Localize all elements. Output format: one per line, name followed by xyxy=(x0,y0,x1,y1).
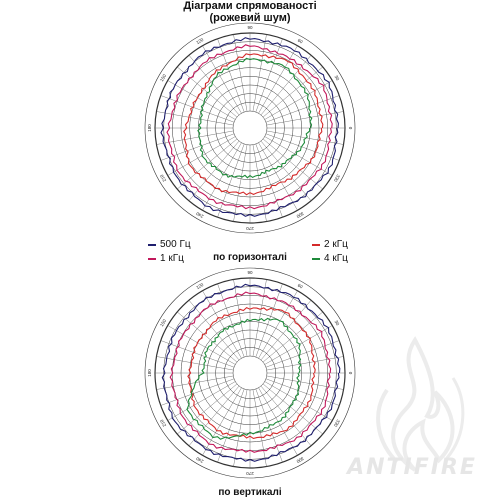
legend-swatch-500hz xyxy=(148,244,156,246)
angle-tick-label: 330 xyxy=(332,418,341,428)
grid-spoke xyxy=(177,384,237,434)
grid-spoke xyxy=(156,357,233,371)
grid-ring xyxy=(233,356,267,390)
caption-horizontal: по горизонталі xyxy=(213,252,287,263)
legend-label: 2 кГц xyxy=(324,239,348,250)
angle-tick-label: 180 xyxy=(147,124,153,132)
legend-label: 500 Гц xyxy=(160,239,191,250)
angle-tick-label: 300 xyxy=(295,210,305,219)
grid-spoke xyxy=(177,312,237,362)
grid-spoke xyxy=(168,326,236,365)
legend-swatch-2khz xyxy=(312,244,320,246)
angle-tick-label: 0 xyxy=(347,126,353,130)
angle-tick-label: 30 xyxy=(333,74,341,82)
chart-title: Діаграми спрямованості xyxy=(183,0,317,12)
legend-item-2khz xyxy=(312,239,348,250)
angle-tick-label: 240 xyxy=(195,455,205,464)
angle-tick-label: 90 xyxy=(247,25,253,31)
legend-item-500hz xyxy=(148,239,191,250)
caption-vertical: по вертикалі xyxy=(218,487,282,498)
angle-tick-label: 240 xyxy=(195,210,205,219)
angle-tick-label: 30 xyxy=(333,319,341,327)
angle-tick-label: 0 xyxy=(347,371,353,375)
angle-tick-label: 60 xyxy=(296,37,304,45)
angle-tick-label: 90 xyxy=(247,270,253,276)
grid-spoke xyxy=(266,341,339,368)
grid-spoke xyxy=(267,376,344,390)
angle-tick-label: 120 xyxy=(195,37,205,46)
angle-tick-label: 270 xyxy=(246,225,254,231)
series-line-1-кГц xyxy=(170,292,330,452)
antifire-watermark: ANTIFIRE xyxy=(347,455,477,480)
angle-tick-label: 210 xyxy=(159,173,168,183)
angle-tick-label: 330 xyxy=(332,173,341,183)
angle-tick-label: 300 xyxy=(295,455,305,464)
legend-label: 4 кГц xyxy=(324,253,348,264)
angle-tick-label: 180 xyxy=(147,369,153,377)
angle-tick-label: 120 xyxy=(195,282,205,291)
grid-spoke xyxy=(189,300,239,360)
angle-tick-label: 60 xyxy=(296,282,304,290)
grid-spoke xyxy=(267,357,344,371)
grid-spoke xyxy=(253,279,267,356)
angle-tick-label: 150 xyxy=(159,318,168,328)
chart-subtitle: (рожевий шум) xyxy=(209,12,291,24)
grid-spoke xyxy=(234,390,248,467)
polar-grid-vertical xyxy=(145,268,355,478)
angle-tick-label: 270 xyxy=(246,470,254,476)
legend-label: 1 кГц xyxy=(160,253,184,264)
angle-tick-label: 150 xyxy=(159,73,168,83)
grid-spoke xyxy=(234,279,248,356)
angle-tick-label: 210 xyxy=(159,418,168,428)
grid-spoke xyxy=(218,389,245,462)
